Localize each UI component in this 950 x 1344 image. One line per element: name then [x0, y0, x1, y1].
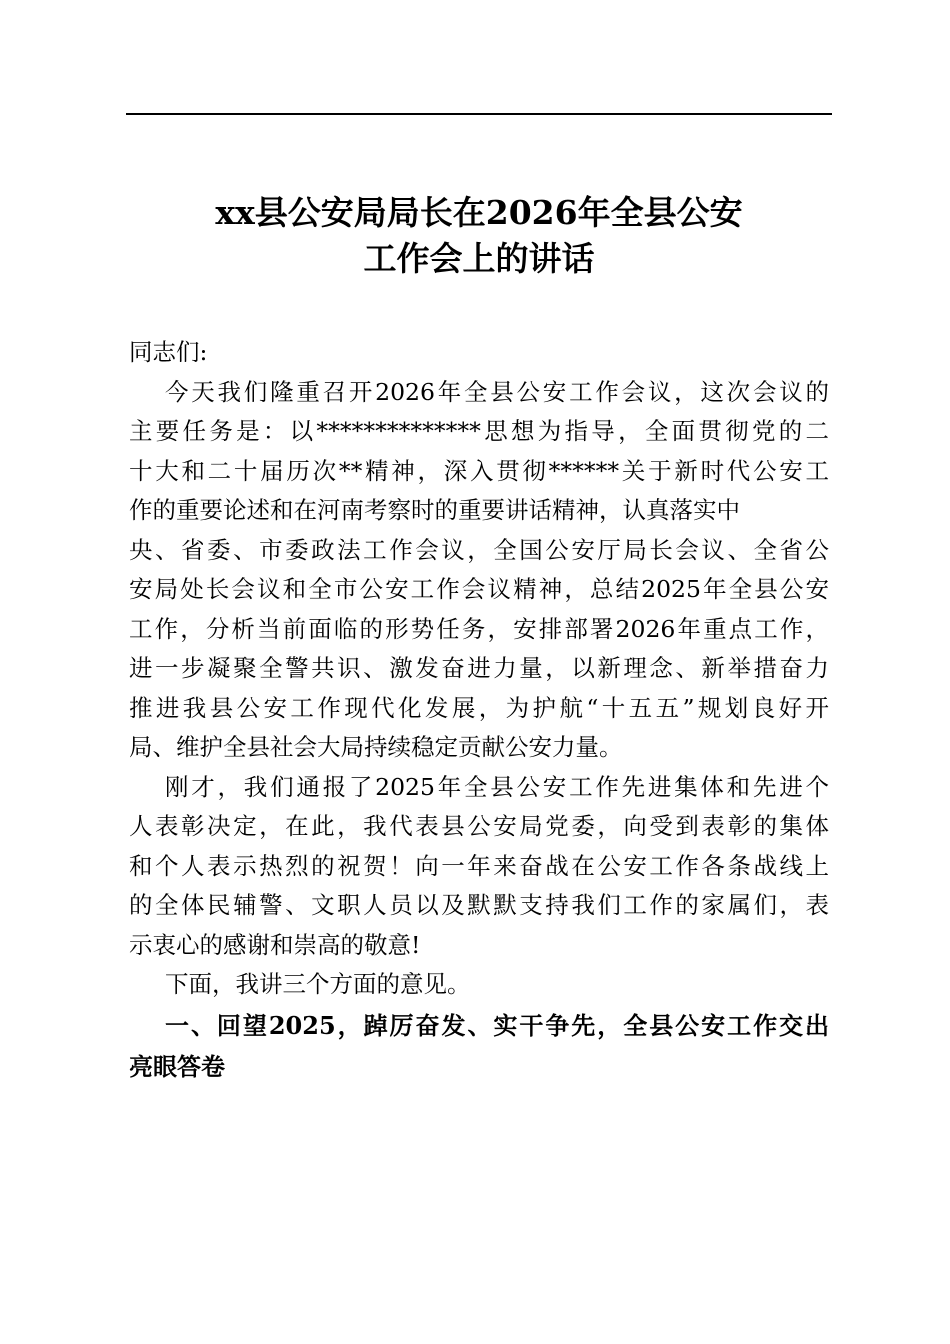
paragraph-line: 今天我们隆重召开2026年全县公安工作会议，这次会议的: [165, 377, 829, 406]
paragraph-line: 央、省委、市委政法工作会议，全国公安厅局长会议、全省公: [129, 535, 829, 564]
section-heading-line-1: 一、回望2025，踔厉奋发、实干争先，全县公安工作交出: [165, 1010, 829, 1040]
document-body: [129, 333, 829, 1087]
section-heading-line-2: 亮眼答卷: [129, 1051, 225, 1081]
section-heading: [129, 1005, 829, 1087]
paragraph-line: 和个人表示热烈的祝贺！向一年来奋战在公安工作各条战线上: [129, 851, 829, 880]
paragraph-line: 安局处长会议和全市公安工作会议精神，总结2025年全县公安: [129, 575, 829, 603]
paragraph-commendation: [129, 768, 829, 966]
document-title: [126, 190, 832, 282]
paragraph-line: 的全体民辅警、文职人员以及默默支持我们工作的家属们，表: [129, 891, 829, 919]
header-rule: [126, 113, 832, 115]
paragraph-line: 示衷心的感谢和崇高的敬意!: [129, 930, 421, 959]
title-line-2: 工作会上的讲话: [363, 239, 595, 278]
salutation: 同志们:: [129, 338, 208, 366]
paragraph-line: 进一步凝聚全警共识、激发奋进力量，以新理念、新举措奋力: [129, 654, 829, 682]
paragraph-opening: [129, 373, 829, 768]
paragraph-line: 主要任务是：以**************思想为指导，全面贯彻党的二: [129, 417, 829, 445]
paragraph-line: 下面，我讲三个方面的意见。: [165, 970, 471, 998]
title-line-1: xx县公安局局长在2026年全县公安: [215, 193, 743, 232]
paragraph-line: 局、维护全县社会大局持续稳定贡献公安力量。: [129, 733, 623, 761]
paragraph-line: 作的重要论述和在河南考察时的重要讲话精神，认真落实中: [129, 496, 740, 524]
paragraph-line: 推进我县公安工作现代化发展，为护航“十五五”规划良好开: [129, 693, 829, 722]
paragraph-line: 人表彰决定，在此，我代表县公安局党委，向受到表彰的集体: [129, 812, 829, 840]
paragraph-line: 十大和二十届历次**精神，深入贯彻******关于新时代公安工: [129, 456, 829, 485]
paragraph-line: 工作，分析当前面临的形势任务，安排部署2026年重点工作，: [129, 614, 829, 643]
paragraph-line: 刚才，我们通报了2025年全县公安工作先进集体和先进个: [165, 772, 829, 801]
paragraph-intro: [129, 965, 829, 1005]
